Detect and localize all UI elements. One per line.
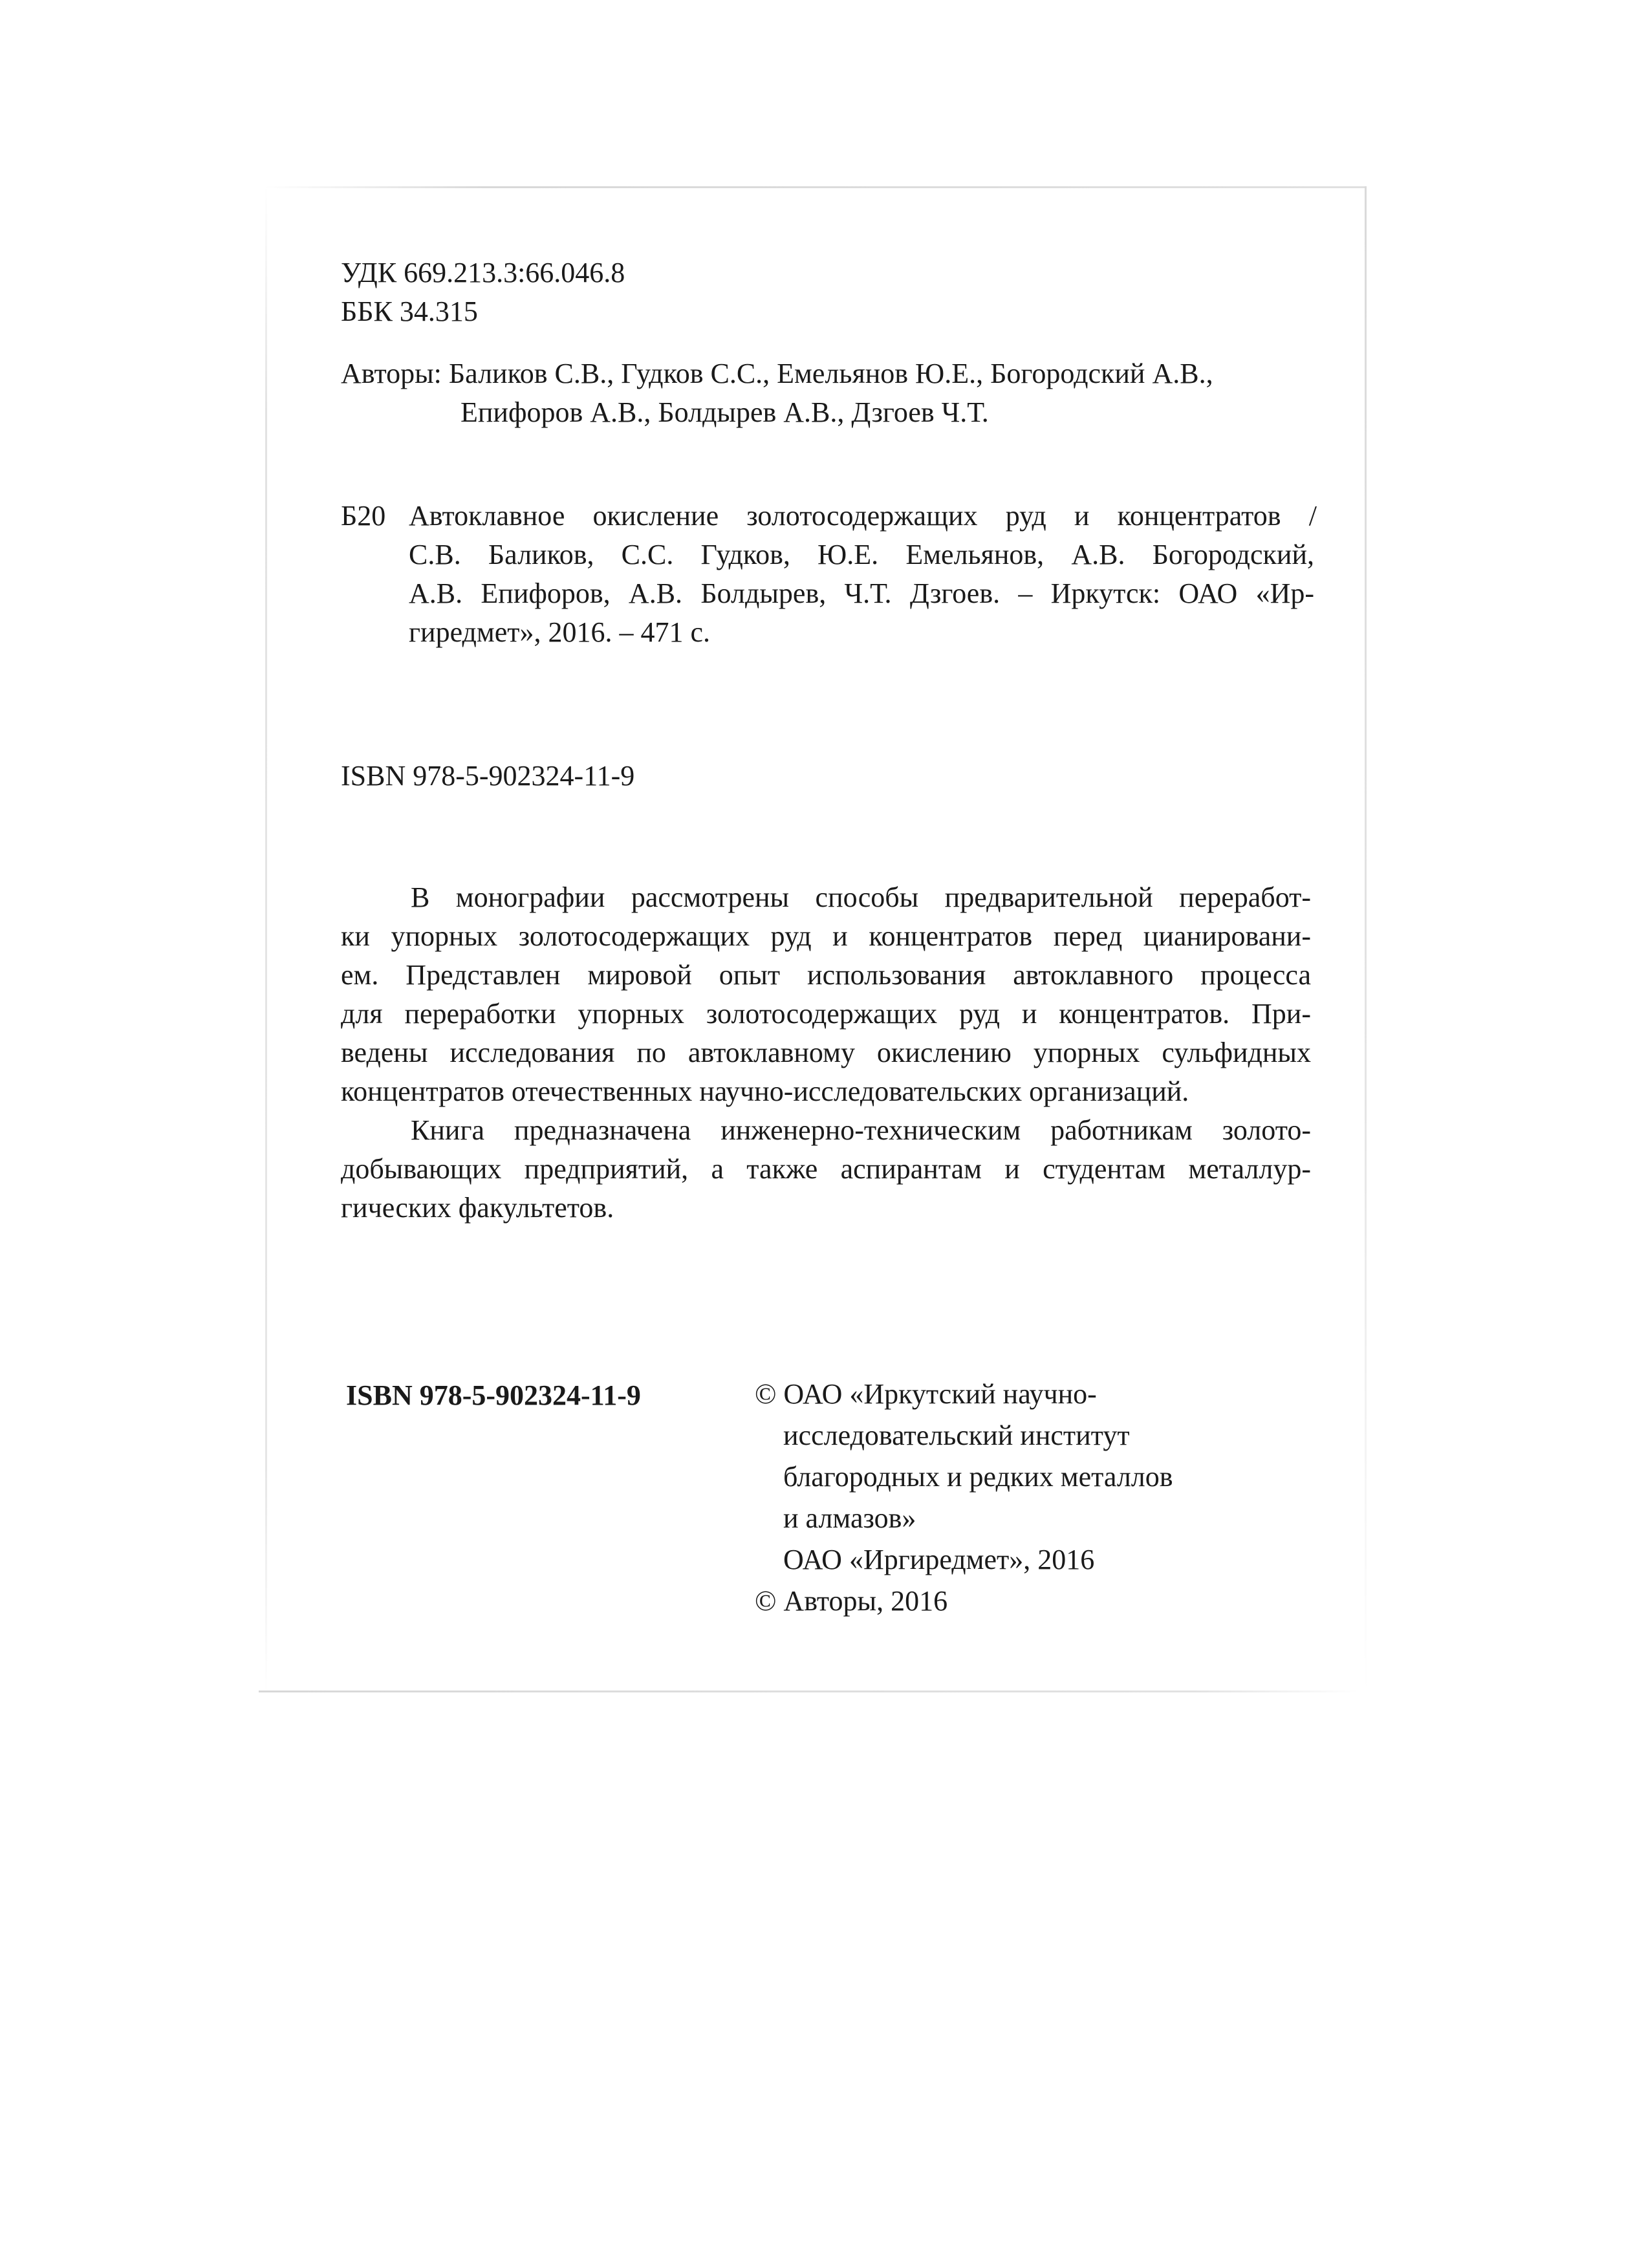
- isbn-bottom: ISBN 978-5-902324-11-9: [346, 1379, 641, 1411]
- authors-line-1: Авторы: Баликов С.В., Гудков С.С., Емельянов Ю.Е., Богородский А.В.,: [341, 358, 1213, 389]
- abstract-p1-line-5: [341, 1033, 1311, 1072]
- abstract-p1-line-5-text: ведены исследования по автоклавному окислению упорных сульфидных: [341, 1037, 1311, 1068]
- isbn-top: ISBN 978-5-902324-11-9: [341, 760, 635, 792]
- abstract-p1-line-1: [411, 878, 1311, 917]
- copyright-line-1: © ОАО «Иркутский научно-: [755, 1378, 1097, 1410]
- abstract-p2-line-2-text: добывающих предприятий, а также аспирантам и студентам металлур-: [341, 1153, 1311, 1185]
- abstract-p2-line-3: гических факультетов.: [341, 1192, 614, 1224]
- abstract-p1-line-4-text: для переработки упорных золотосодержащих руд и концентратов. При-: [341, 998, 1311, 1030]
- udk-code: УДК 669.213.3:66.046.8: [341, 257, 625, 288]
- catalog-line-4: гиредмет», 2016. – 471 с.: [409, 616, 711, 648]
- copyright-line-3: благородных и редких металлов: [783, 1461, 1173, 1493]
- page-edge-left: [265, 186, 267, 1693]
- bbk-code: ББК 34.315: [341, 296, 478, 327]
- page-edge-top: [265, 186, 1365, 188]
- abstract-p1-line-1-text: В монографии рассмотрены способы предварительной переработ-: [411, 881, 1311, 913]
- catalog-line-3-text: А.В. Епифоров, А.В. Болдырев, Ч.Т. Дзгоев. – Иркутск: ОАО «Ир-: [409, 578, 1314, 609]
- copyright-block: [755, 1374, 1173, 1622]
- catalog-line-3: [409, 574, 1314, 613]
- abstract-p1-line-3: [341, 956, 1311, 995]
- catalog-line-1: [409, 497, 1317, 535]
- catalog-line-1-text: Автоклавное окисление золотосодержащих руд и концентратов /: [409, 500, 1317, 532]
- copyright-line-6: © Авторы, 2016: [755, 1585, 948, 1617]
- abstract-p2-line-1: [411, 1111, 1311, 1150]
- catalog-code: Б20: [341, 500, 386, 532]
- catalog-line-2: [409, 535, 1314, 574]
- abstract-p2-line-2: [341, 1150, 1311, 1189]
- abstract-p1-line-6: концентратов отечественных научно-исследовательских организаций.: [341, 1075, 1189, 1107]
- abstract-p1-line-2-text: ки упорных золотосодержащих руд и концентратов перед цианировани-: [341, 920, 1311, 952]
- copyright-line-5: ОАО «Иргиредмет», 2016: [783, 1544, 1095, 1575]
- page-edge-right: [1365, 186, 1367, 1693]
- abstract-p1-line-3-text: ем. Представлен мировой опыт использования автоклавного процесса: [341, 959, 1311, 991]
- copyright-line-2: исследовательский институт: [783, 1420, 1130, 1451]
- authors-line-2: Епифоров А.В., Болдырев А.В., Дзгоев Ч.Т.: [460, 396, 989, 428]
- page-edge-bottom: [259, 1690, 1358, 1692]
- abstract-p1-line-2: [341, 917, 1311, 956]
- abstract-p2-line-1-text: Книга предназначена инженерно-техническим работникам золото-: [411, 1114, 1311, 1146]
- abstract-p1-line-4: [341, 995, 1311, 1033]
- copyright-line-4: и алмазов»: [783, 1502, 916, 1534]
- catalog-line-2-text: С.В. Баликов, С.С. Гудков, Ю.Е. Емельянов, А.В. Богородский,: [409, 539, 1314, 570]
